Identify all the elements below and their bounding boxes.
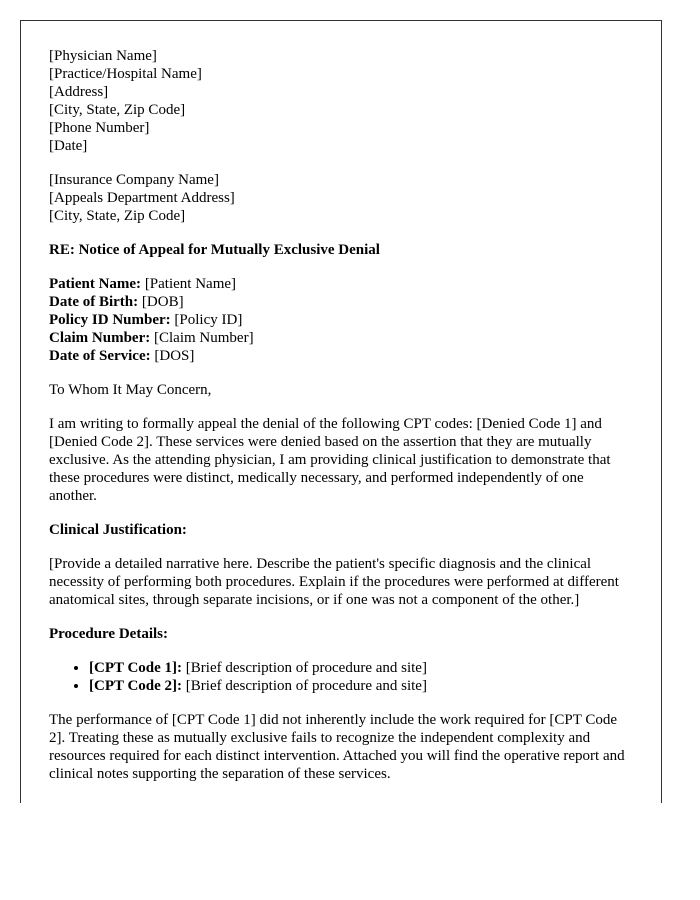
field-label: Claim Number: bbox=[49, 330, 151, 346]
field-label: Policy ID Number: bbox=[49, 312, 171, 328]
salutation: To Whom It May Concern, bbox=[49, 382, 212, 398]
recipient-line: [Appeals Department Address] bbox=[49, 190, 235, 206]
recipient-line: [City, State, Zip Code] bbox=[49, 208, 186, 224]
subject-line: RE: Notice of Appeal for Mutually Exclusive Denial bbox=[49, 242, 380, 258]
field-value: [Patient Name] bbox=[141, 276, 237, 292]
field-label: Patient Name: bbox=[49, 276, 142, 292]
procedure-code: [CPT Code 1]: bbox=[89, 660, 183, 676]
field-value: [DOS] bbox=[150, 348, 195, 364]
sender-line: [City, State, Zip Code] bbox=[49, 102, 186, 118]
clinical-heading: Clinical Justification: bbox=[49, 522, 187, 538]
patient-info bbox=[49, 275, 633, 365]
sender-line: [Date] bbox=[49, 138, 88, 154]
recipient-line: [Insurance Company Name] bbox=[49, 172, 219, 188]
field-value: [Policy ID] bbox=[170, 312, 243, 328]
field-value: [Claim Number] bbox=[150, 330, 254, 346]
procedure-list bbox=[49, 659, 633, 695]
procedure-item bbox=[89, 677, 633, 695]
field-label: Date of Service: bbox=[49, 348, 151, 364]
sender-line: [Address] bbox=[49, 84, 109, 100]
procedure-desc: [Brief description of procedure and site] bbox=[182, 660, 427, 676]
sender-line: [Phone Number] bbox=[49, 120, 150, 136]
procedure-item bbox=[89, 659, 633, 677]
intro-paragraph: I am writing to formally appeal the denial of the following CPT codes: [Denied Code 1] and [Denied Code 2]. These services were denied based on the assertion that they are mutually exclusive. As the attending physician, I am providing clinical justification to demonstrate that these procedures were distinct, medically necessary, and performed independently of one another. bbox=[49, 416, 611, 504]
procedure-heading: Procedure Details: bbox=[49, 626, 168, 642]
recipient-address bbox=[49, 171, 633, 225]
sender-line: [Practice/Hospital Name] bbox=[49, 66, 202, 82]
procedure-code: [CPT Code 2]: bbox=[89, 678, 183, 694]
sender-address bbox=[49, 47, 633, 155]
letter-page bbox=[20, 20, 662, 803]
field-label: Date of Birth: bbox=[49, 294, 139, 310]
closing-paragraph: The performance of [CPT Code 1] did not inherently include the work required for [CPT Code 2]. Treating these as mutually exclusive fails to recognize the independent complexity and resources required for each distinct intervention. Attached you will find the operative report and clinical notes supporting the separation of these services. bbox=[49, 712, 625, 782]
sender-line: [Physician Name] bbox=[49, 48, 157, 64]
clinical-paragraph: [Provide a detailed narrative here. Describe the patient's specific diagnosis and the clinical necessity of performing both procedures. Explain if the procedures were performed at different anatomical sites, through separate incisions, or if one was not a component of the other.] bbox=[49, 556, 619, 608]
procedure-desc: [Brief description of procedure and site] bbox=[182, 678, 427, 694]
field-value: [DOB] bbox=[138, 294, 184, 310]
